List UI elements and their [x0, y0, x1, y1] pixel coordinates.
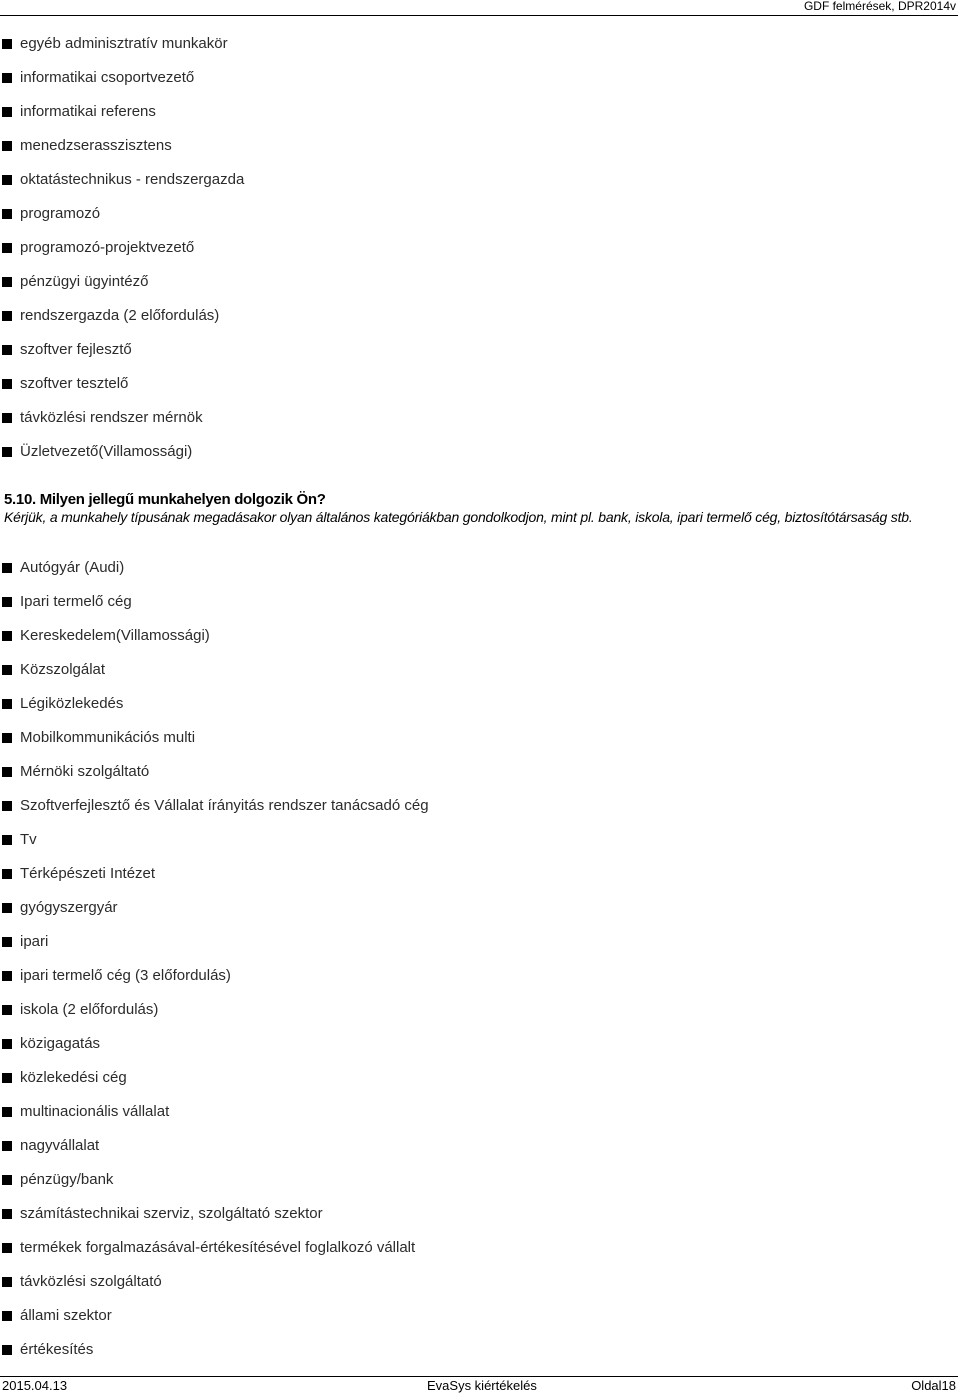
- page-footer: [0, 1376, 958, 1395]
- list-item: [0, 993, 429, 1027]
- square-bullet-icon: [2, 1107, 12, 1117]
- list-item-text: informatikai csoportvezető: [20, 69, 195, 86]
- response-list-previous: [0, 27, 244, 469]
- list-item: [0, 687, 429, 721]
- square-bullet-icon: [2, 39, 12, 49]
- list-item: [0, 585, 429, 619]
- list-item-text: Szoftverfejlesztő és Vállalat írányitás rendszer tanácsadó cég: [20, 797, 429, 814]
- square-bullet-icon: [2, 801, 12, 811]
- list-item: [0, 129, 244, 163]
- list-item: [0, 367, 244, 401]
- list-item: [0, 231, 244, 265]
- list-item: [0, 755, 429, 789]
- square-bullet-icon: [2, 447, 12, 457]
- square-bullet-icon: [2, 73, 12, 83]
- square-bullet-icon: [2, 563, 12, 573]
- list-item-text: menedzserasszisztens: [20, 137, 172, 154]
- square-bullet-icon: [2, 107, 12, 117]
- list-item: [0, 333, 244, 367]
- list-item-text: Tv: [20, 831, 37, 848]
- list-item: [0, 789, 429, 823]
- square-bullet-icon: [2, 937, 12, 947]
- list-item: [0, 95, 244, 129]
- list-item-text: szoftver tesztelő: [20, 375, 129, 392]
- square-bullet-icon: [2, 1345, 12, 1355]
- list-item: [0, 401, 244, 435]
- square-bullet-icon: [2, 243, 12, 253]
- list-item-text: oktatástechnikus - rendszergazda: [20, 171, 245, 188]
- list-item-text: informatikai referens: [20, 103, 156, 120]
- list-item-text: pénzügy/bank: [20, 1171, 114, 1188]
- question-block: [4, 491, 954, 526]
- square-bullet-icon: [2, 1073, 12, 1083]
- list-item-text: Ipari termelő cég: [20, 593, 132, 610]
- square-bullet-icon: [2, 1005, 12, 1015]
- list-item-text: Üzletvezető(Villamossági): [20, 443, 193, 460]
- list-item-text: szoftver fejlesztő: [20, 341, 132, 358]
- list-item: [0, 857, 429, 891]
- list-item: [0, 891, 429, 925]
- list-item: [0, 27, 244, 61]
- square-bullet-icon: [2, 1141, 12, 1151]
- square-bullet-icon: [2, 733, 12, 743]
- list-item-text: programozó-projektvezető: [20, 239, 195, 256]
- list-item-text: Térképészeti Intézet: [20, 865, 156, 882]
- square-bullet-icon: [2, 1243, 12, 1253]
- list-item-text: Mérnöki szolgáltató: [20, 763, 150, 780]
- list-item-text: értékesítés: [20, 1341, 94, 1358]
- list-item: [0, 1129, 429, 1163]
- footer-page-number: Oldal18: [911, 1378, 956, 1393]
- square-bullet-icon: [2, 1277, 12, 1287]
- list-item: [0, 1299, 429, 1333]
- list-item-text: pénzügyi ügyintéző: [20, 273, 149, 290]
- square-bullet-icon: [2, 345, 12, 355]
- square-bullet-icon: [2, 1039, 12, 1049]
- list-item: [0, 197, 244, 231]
- list-item: [0, 551, 429, 585]
- list-item-text: iskola (2 előfordulás): [20, 1001, 159, 1018]
- footer-report-name: EvaSys kiértékelés: [427, 1378, 537, 1393]
- list-item-text: Közszolgálat: [20, 661, 106, 678]
- list-item-text: Légiközlekedés: [20, 695, 124, 712]
- list-item: [0, 435, 244, 469]
- list-item: [0, 619, 429, 653]
- square-bullet-icon: [2, 413, 12, 423]
- list-item: [0, 1197, 429, 1231]
- list-item-text: ipari: [20, 933, 49, 950]
- list-item: [0, 265, 244, 299]
- list-item: [0, 721, 429, 755]
- question-title: 5.10. Milyen jellegű munkahelyen dolgozik Ön?: [4, 491, 326, 508]
- list-item-text: gyógyszergyár: [20, 899, 118, 916]
- list-item-text: rendszergazda (2 előfordulás): [20, 307, 220, 324]
- list-item-text: nagyvállalat: [20, 1137, 100, 1154]
- list-item-text: ipari termelő cég (3 előfordulás): [20, 967, 231, 984]
- square-bullet-icon: [2, 631, 12, 641]
- list-item: [0, 823, 429, 857]
- square-bullet-icon: [2, 379, 12, 389]
- square-bullet-icon: [2, 767, 12, 777]
- page-header: [0, 0, 958, 16]
- square-bullet-icon: [2, 175, 12, 185]
- list-item: [0, 1265, 429, 1299]
- square-bullet-icon: [2, 1311, 12, 1321]
- square-bullet-icon: [2, 903, 12, 913]
- list-item-text: programozó: [20, 205, 101, 222]
- square-bullet-icon: [2, 1209, 12, 1219]
- list-item-text: multinacionális vállalat: [20, 1103, 170, 1120]
- square-bullet-icon: [2, 665, 12, 675]
- square-bullet-icon: [2, 971, 12, 981]
- list-item: [0, 299, 244, 333]
- list-item-text: Mobilkommunikációs multi: [20, 729, 196, 746]
- list-item: [0, 959, 429, 993]
- list-item-text: számítástechnikai szerviz, szolgáltató szektor: [20, 1205, 323, 1222]
- footer-date: 2015.04.13: [2, 1378, 68, 1393]
- header-title: GDF felmérések, DPR2014v: [803, 0, 956, 13]
- square-bullet-icon: [2, 277, 12, 287]
- list-item: [0, 1231, 429, 1265]
- list-item: [0, 653, 429, 687]
- list-item-text: állami szektor: [20, 1307, 112, 1324]
- list-item: [0, 1095, 429, 1129]
- list-item-text: közlekedési cég: [20, 1069, 127, 1086]
- list-item: [0, 163, 244, 197]
- list-item: [0, 1333, 429, 1367]
- question-hint: Kérjük, a munkahely típusának megadásakor olyan általános kategóriákban gondolkodjon, mint pl. bank, iskola, ipari termelő cég, biztosítótársaság stb.: [4, 509, 913, 525]
- square-bullet-icon: [2, 209, 12, 219]
- list-item: [0, 61, 244, 95]
- list-item: [0, 925, 429, 959]
- list-item: [0, 1061, 429, 1095]
- list-item-text: termékek forgalmazásával-értékesítésével foglalkozó vállalt: [20, 1239, 416, 1256]
- square-bullet-icon: [2, 311, 12, 321]
- square-bullet-icon: [2, 1175, 12, 1185]
- list-item-text: egyéb adminisztratív munkakör: [20, 35, 228, 52]
- list-item-text: Kereskedelem(Villamossági): [20, 627, 210, 644]
- square-bullet-icon: [2, 835, 12, 845]
- list-item-text: Autógyár (Audi): [20, 559, 125, 576]
- square-bullet-icon: [2, 597, 12, 607]
- list-item-text: közigagatás: [20, 1035, 101, 1052]
- list-item: [0, 1163, 429, 1197]
- list-item-text: távközlési szolgáltató: [20, 1273, 162, 1290]
- list-item-text: távközlési rendszer mérnök: [20, 409, 203, 426]
- list-item: [0, 1027, 429, 1061]
- square-bullet-icon: [2, 699, 12, 709]
- response-list-workplace: [0, 551, 429, 1367]
- square-bullet-icon: [2, 141, 12, 151]
- square-bullet-icon: [2, 869, 12, 879]
